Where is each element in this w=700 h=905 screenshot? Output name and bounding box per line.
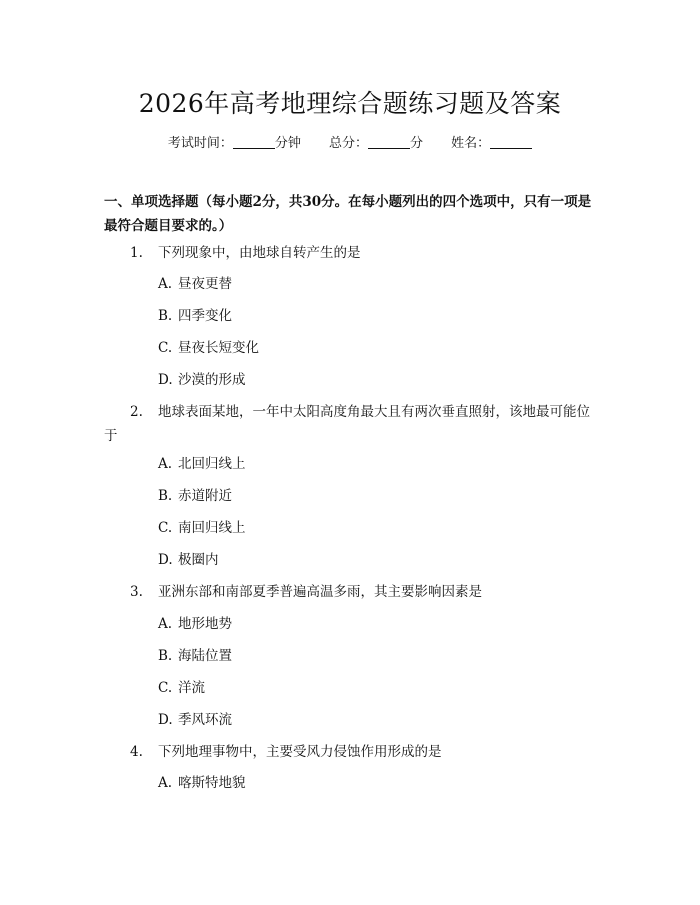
question-stem: 下列地理事物中，主要受风力侵蚀作用形成的是 bbox=[158, 744, 442, 760]
name-label: 姓名： bbox=[451, 136, 491, 151]
name-blank[interactable] bbox=[490, 135, 532, 149]
option-letter: A. bbox=[158, 616, 173, 632]
option-letter: B. bbox=[158, 648, 173, 664]
option-text: 海陆位置 bbox=[178, 648, 232, 664]
section-heading: 一、单项选择题（每小题2分，共30分。在每小题列出的四个选项中，只有一项是最符合题目要求的。） bbox=[104, 194, 592, 234]
option-1a[interactable] bbox=[158, 274, 232, 294]
total-score bbox=[329, 132, 423, 151]
option-text: 赤道附近 bbox=[178, 488, 232, 504]
page-title: 2026年高考地理综合题练习题及答案 bbox=[138, 89, 562, 118]
exam-time-unit: 分钟 bbox=[274, 136, 301, 151]
option-3d[interactable] bbox=[158, 710, 232, 730]
exam-time-blank[interactable] bbox=[233, 135, 275, 149]
option-1c[interactable] bbox=[158, 338, 259, 358]
question-number: 4. bbox=[130, 744, 143, 760]
question-4 bbox=[104, 740, 598, 764]
score-blank[interactable] bbox=[368, 135, 410, 149]
option-2b[interactable] bbox=[158, 486, 232, 506]
option-text: 南回归线上 bbox=[178, 520, 246, 536]
exam-time bbox=[168, 132, 301, 151]
question-2 bbox=[104, 400, 598, 448]
option-letter: B. bbox=[158, 488, 173, 504]
option-letter: A. bbox=[158, 775, 173, 791]
option-3b[interactable] bbox=[158, 646, 232, 666]
option-letter: D. bbox=[158, 712, 173, 728]
option-text: 昼夜更替 bbox=[178, 276, 232, 292]
option-text: 喀斯特地貌 bbox=[178, 775, 246, 791]
option-text: 昼夜长短变化 bbox=[178, 340, 259, 356]
option-3a[interactable] bbox=[158, 614, 232, 634]
option-text: 地形地势 bbox=[178, 616, 232, 632]
question-stem: 亚洲东部和南部夏季普遍高温多雨，其主要影响因素是 bbox=[158, 584, 482, 600]
option-2d[interactable] bbox=[158, 550, 219, 570]
option-1d[interactable] bbox=[158, 370, 246, 390]
option-4a[interactable] bbox=[158, 773, 246, 793]
option-letter: D. bbox=[158, 552, 173, 568]
question-number: 1. bbox=[130, 245, 143, 261]
option-text: 四季变化 bbox=[178, 308, 232, 324]
option-2a[interactable] bbox=[158, 454, 246, 474]
question-3 bbox=[104, 580, 598, 604]
option-text: 沙漠的形成 bbox=[178, 372, 246, 388]
exam-meta bbox=[0, 132, 700, 151]
option-2c[interactable] bbox=[158, 518, 246, 538]
score-label: 总分： bbox=[328, 136, 368, 151]
question-number: 3. bbox=[130, 584, 143, 600]
option-3c[interactable] bbox=[158, 678, 205, 698]
question-1 bbox=[104, 241, 598, 265]
option-text: 极圈内 bbox=[178, 552, 219, 568]
option-letter: C. bbox=[158, 520, 173, 536]
score-unit: 分 bbox=[410, 136, 424, 151]
question-stem: 下列现象中，由地球自转产生的是 bbox=[158, 245, 361, 261]
option-letter: C. bbox=[158, 680, 173, 696]
option-text: 北回归线上 bbox=[178, 456, 246, 472]
option-text: 洋流 bbox=[178, 680, 205, 696]
option-1b[interactable] bbox=[158, 306, 232, 326]
option-text: 季风环流 bbox=[178, 712, 232, 728]
exam-time-label: 考试时间： bbox=[167, 136, 233, 151]
option-letter: A. bbox=[158, 456, 173, 472]
option-letter: B. bbox=[158, 308, 173, 324]
question-stem: 地球表面某地，一年中太阳高度角最大且有两次垂直照射，该地最可能位于 bbox=[104, 404, 590, 444]
student-name bbox=[451, 132, 532, 151]
option-letter: D. bbox=[158, 372, 173, 388]
question-number: 2. bbox=[130, 404, 143, 420]
option-letter: A. bbox=[158, 276, 173, 292]
option-letter: C. bbox=[158, 340, 173, 356]
